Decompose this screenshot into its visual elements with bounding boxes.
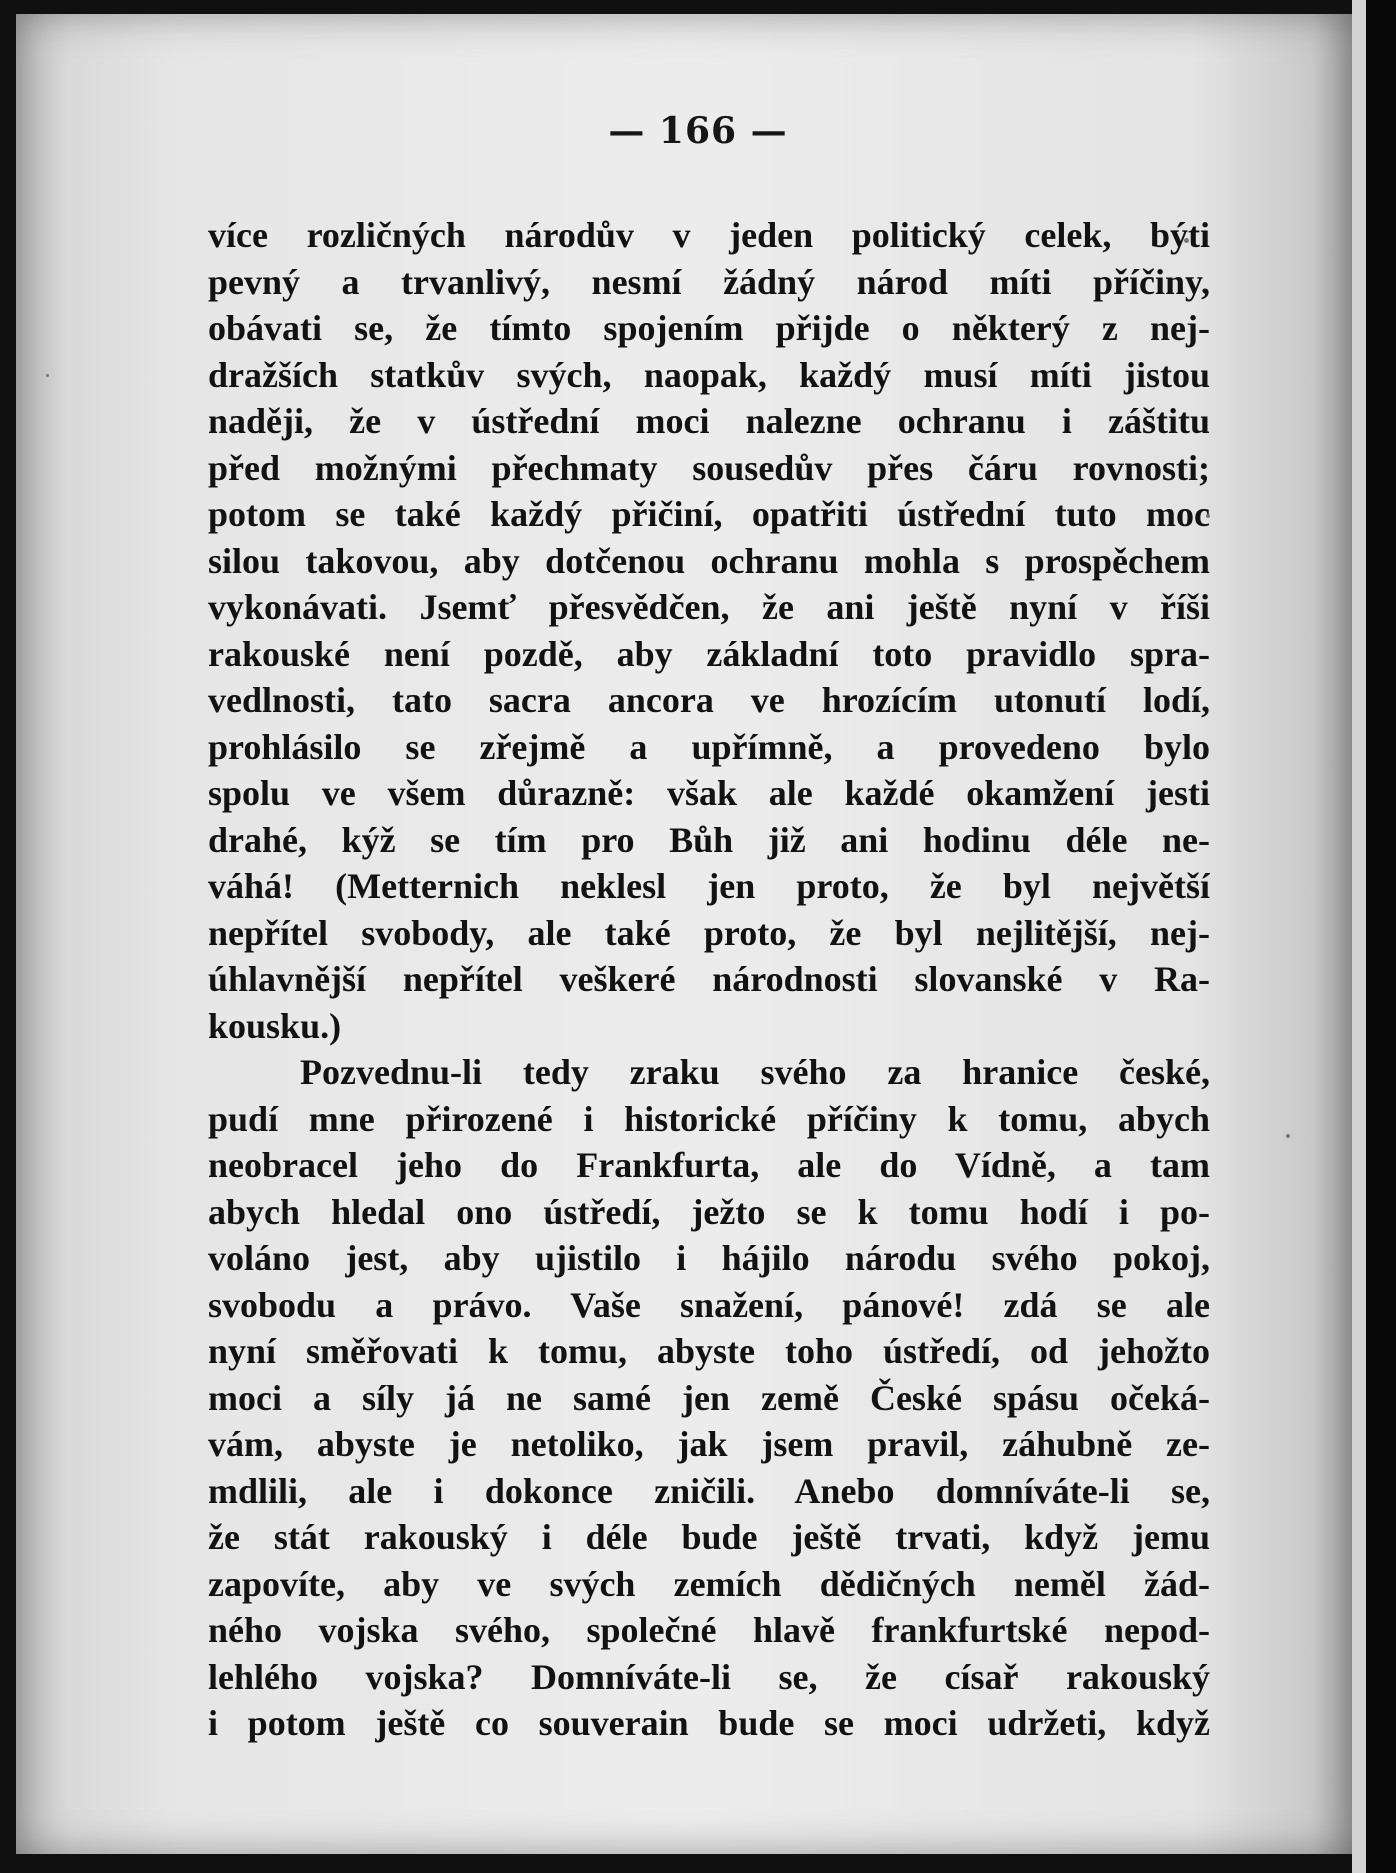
text-line: nyní směřovati k tomu, abyste toho ústředí, od jehožto bbox=[208, 1331, 1210, 1371]
text-line: silou takovou, aby dotčenou ochranu mohla s prospěchem bbox=[208, 540, 1210, 581]
text-line: lehlého vojska? Domníváte-li se, že císař rakouský bbox=[208, 1656, 1210, 1697]
text-line: prohlásilo se zřejmě a upřímně, a provedeno bylo bbox=[208, 726, 1210, 767]
paragraph bbox=[208, 1049, 1210, 1747]
text-line: váhá! (Metternich neklesl jen proto, že byl největší bbox=[208, 866, 1210, 906]
text-line: spolu ve všem důrazně: však ale každé okamžení jesti bbox=[208, 773, 1210, 813]
text-line: potom se také každý přičiní, opatřiti ústřední tuto moc bbox=[208, 494, 1210, 534]
text-line: že stát rakouský i déle bude ještě trvati, když jemu bbox=[208, 1517, 1210, 1557]
text-line: ného vojska svého, společné hlavě frankfurtské nepod- bbox=[208, 1610, 1210, 1650]
text-line: mdlili, ale i dokonce zničili. Anebo domníváte-li se, bbox=[208, 1470, 1210, 1511]
text-line: kousku.) bbox=[208, 1005, 342, 1046]
text-line: pevný a trvanlivý, nesmí žádný národ míti příčiny, bbox=[208, 261, 1210, 302]
text-line: pudí mne přirozené i historické příčiny k tomu, abych bbox=[208, 1098, 1210, 1139]
text-line: vám, abyste je netoliko, jak jsem pravil, záhubně ze- bbox=[208, 1424, 1210, 1464]
text-line: svobodu a právo. Vaše snažení, pánové! zdá se ale bbox=[208, 1284, 1210, 1325]
text-line: vedlnosti, tato sacra ancora ve hrozícím utonutí lodí, bbox=[208, 680, 1210, 720]
text-line: neobracel jeho do Frankfurta, ale do Vídně, a tam bbox=[208, 1145, 1210, 1185]
text-line: moci a síly já ne samé jen země České spásu očeká- bbox=[208, 1377, 1210, 1418]
text-line: Pozvednu-li tedy zraku svého za hranice české, bbox=[300, 1052, 1210, 1092]
ink-speck bbox=[1286, 1134, 1290, 1138]
text-line: naději, že v ústřední moci nalezne ochranu i záštitu bbox=[208, 401, 1210, 441]
page-edge bbox=[1352, 0, 1366, 1873]
text-line: vykonávati. Jsemť přesvědčen, že ani ještě nyní v říši bbox=[208, 587, 1210, 627]
text-line: nepřítel svobody, ale také proto, že byl nejlitější, nej- bbox=[208, 912, 1210, 953]
text-line: před možnými přechmaty sousedův přes čáru rovnosti; bbox=[208, 447, 1210, 488]
text-line: dražších statkův svých, naopak, každý musí míti jistou bbox=[208, 354, 1210, 395]
text-line: více rozličných národův v jeden politický celek, býti bbox=[208, 215, 1210, 255]
text-line: úhlavnější nepřítel veškeré národnosti slovanské v Ra- bbox=[208, 959, 1210, 999]
page-number: — 166 — bbox=[608, 110, 788, 152]
text-line: rakouské není pozdě, aby základní toto pravidlo spra- bbox=[208, 633, 1210, 674]
text-line: obávati se, že tímto spojením přijde o některý z nej- bbox=[208, 308, 1210, 348]
text-line: voláno jest, aby ujistilo i hájilo národu svého pokoj, bbox=[208, 1238, 1210, 1278]
text-line: abych hledal ono ústředí, ježto se k tomu hodí i po- bbox=[208, 1191, 1210, 1232]
text-line: zapovíte, aby ve svých zemích dědičných neměl žád- bbox=[208, 1563, 1210, 1604]
text-line: drahé, kýž se tím pro Bůh již ani hodinu déle ne- bbox=[208, 819, 1210, 860]
body-text bbox=[208, 212, 1210, 1747]
scan-border bbox=[1366, 0, 1396, 1873]
paragraph bbox=[208, 212, 1210, 1049]
text-line: i potom ještě co souverain bude se moci udržeti, když bbox=[208, 1703, 1210, 1743]
ink-speck bbox=[46, 374, 49, 377]
